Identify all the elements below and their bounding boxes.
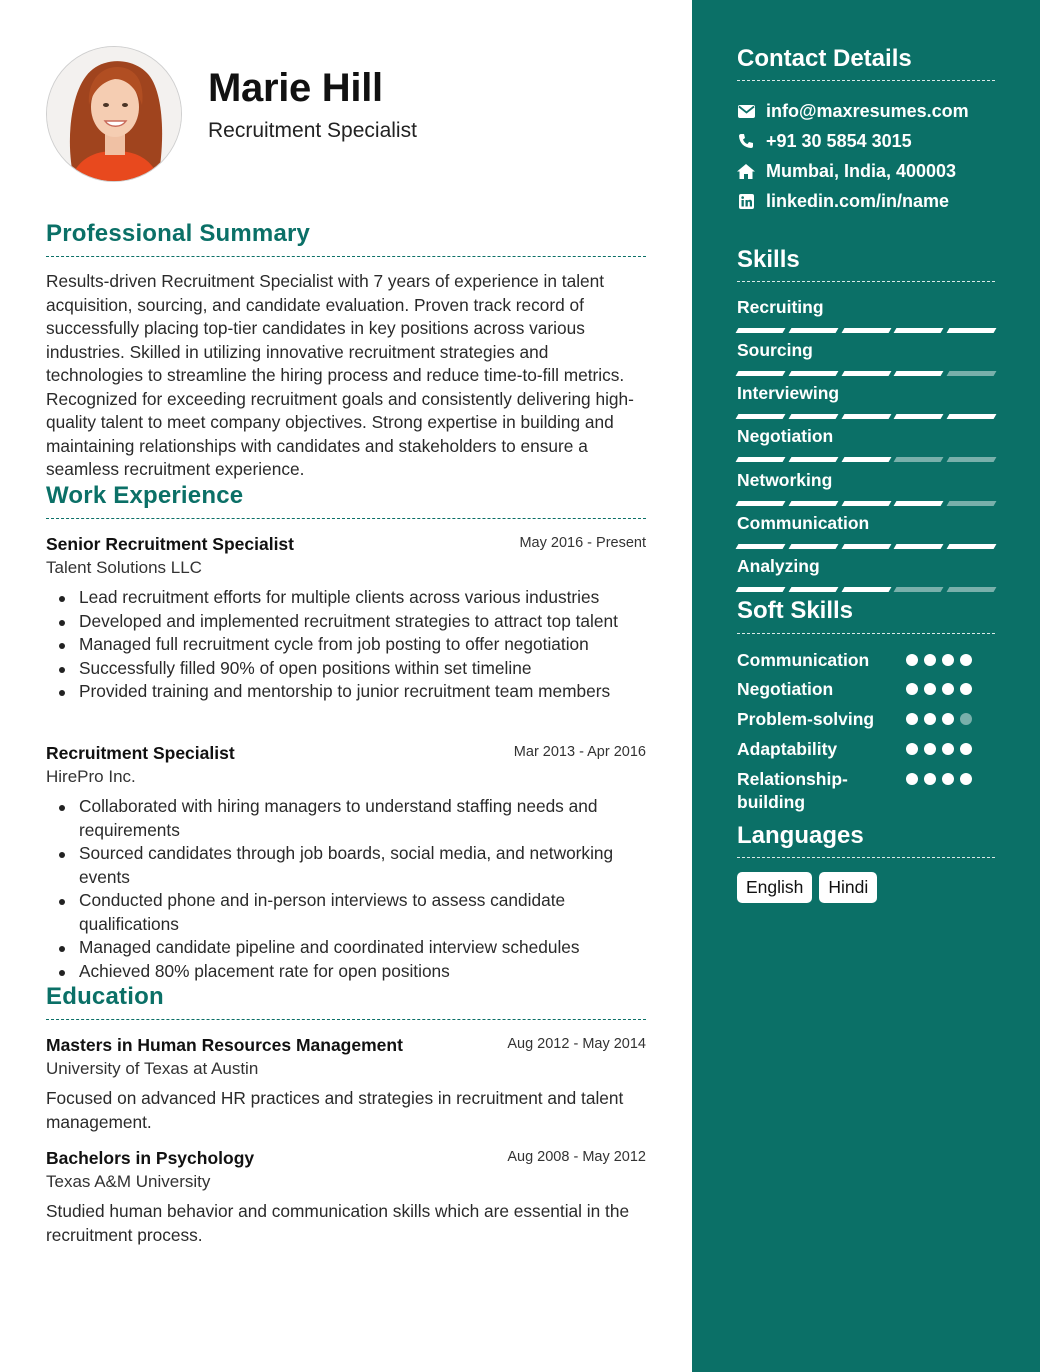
job-bullet: Conducted phone and in-person interviews to assess candidate qualifications xyxy=(46,889,646,936)
skill-label: Networking xyxy=(737,470,833,490)
rating-dot xyxy=(924,654,936,666)
summary-heading: Professional Summary xyxy=(46,220,311,247)
skill-segment xyxy=(736,328,786,333)
soft-skill-rating xyxy=(906,713,972,725)
skill-segment xyxy=(736,457,786,462)
job-bullet: Developed and implemented recruitment strategies to attract top talent xyxy=(46,610,646,634)
envelope-icon xyxy=(737,102,755,120)
skills-heading: Skills xyxy=(737,246,800,273)
education-date: Aug 2008 - May 2012 xyxy=(507,1149,646,1165)
soft-skill-label: Communication xyxy=(737,650,870,670)
linkedin-icon xyxy=(737,192,755,210)
contact-email[interactable] xyxy=(737,99,969,123)
skill-segment xyxy=(947,371,997,376)
skill-item xyxy=(737,340,995,376)
skill-segment xyxy=(947,587,997,592)
skill-segment xyxy=(894,501,944,506)
job-bullet: Lead recruitment efforts for multiple clients across various industries xyxy=(46,586,646,610)
skill-segment xyxy=(894,457,944,462)
skill-segment xyxy=(894,328,944,333)
skill-item xyxy=(737,556,995,592)
candidate-name: Marie Hill xyxy=(208,66,383,110)
job-date: Mar 2013 - Apr 2016 xyxy=(513,744,646,760)
skill-label: Communication xyxy=(737,513,870,533)
soft-skill-item xyxy=(737,738,997,761)
soft-skill-label: Relationship-building xyxy=(737,769,848,812)
skill-item xyxy=(737,470,995,506)
degree-title: Bachelors in Psychology xyxy=(46,1148,255,1168)
school-name: University of Texas at Austin xyxy=(46,1059,259,1078)
experience-divider xyxy=(46,518,646,519)
job-bullet: Managed full recruitment cycle from job posting to offer negotiation xyxy=(46,633,646,657)
rating-dot xyxy=(924,743,936,755)
rating-dot xyxy=(924,683,936,695)
rating-dot xyxy=(960,683,972,695)
education-entry xyxy=(46,1148,646,1247)
skill-segment xyxy=(947,328,997,333)
education-description: Studied human behavior and communication skills which are essential in the recruitment process. xyxy=(46,1201,630,1245)
soft-skill-item xyxy=(737,708,997,731)
job-title: Recruitment Specialist xyxy=(46,743,235,763)
rating-dot xyxy=(906,683,918,695)
skill-rating xyxy=(737,544,995,549)
job-title: Senior Recruitment Specialist xyxy=(46,534,294,554)
soft-skill-rating xyxy=(906,654,972,666)
job-entry xyxy=(46,743,646,983)
home-icon xyxy=(737,162,755,180)
skill-segment xyxy=(947,457,997,462)
contact-phone[interactable] xyxy=(737,129,912,153)
skill-segment xyxy=(841,544,891,549)
soft-skill-item xyxy=(737,768,997,814)
rating-dot xyxy=(960,773,972,785)
skill-segment xyxy=(788,457,838,462)
rating-dot xyxy=(924,773,936,785)
experience-heading: Work Experience xyxy=(46,482,244,509)
contact-heading: Contact Details xyxy=(737,45,912,72)
rating-dot xyxy=(906,773,918,785)
soft-skill-rating xyxy=(906,743,972,755)
skill-label: Sourcing xyxy=(737,340,813,360)
skill-label: Recruiting xyxy=(737,297,824,317)
skills-divider xyxy=(737,281,995,282)
language-tag: Hindi xyxy=(819,872,877,903)
rating-dot xyxy=(942,773,954,785)
skill-segment xyxy=(736,544,786,549)
soft-skill-rating xyxy=(906,683,972,695)
skill-segment xyxy=(788,587,838,592)
contact-divider xyxy=(737,80,995,81)
skill-segment xyxy=(894,371,944,376)
job-date: May 2016 - Present xyxy=(519,535,646,551)
skill-label: Interviewing xyxy=(737,383,840,403)
skill-segment xyxy=(736,414,786,419)
skill-item xyxy=(737,513,995,549)
rating-dot xyxy=(924,713,936,725)
candidate-role: Recruitment Specialist xyxy=(208,119,417,142)
rating-dot xyxy=(942,713,954,725)
skill-segment xyxy=(841,414,891,419)
job-bullet: Successfully filled 90% of open positions within set timeline xyxy=(46,657,646,681)
job-bullets xyxy=(46,586,646,704)
skill-segment xyxy=(947,501,997,506)
job-bullets xyxy=(46,795,646,983)
skill-item xyxy=(737,297,995,333)
education-entry xyxy=(46,1035,646,1134)
profile-photo xyxy=(46,46,182,182)
job-bullet: Collaborated with hiring managers to understand staffing needs and requirements xyxy=(46,795,646,842)
job-bullet: Achieved 80% placement rate for open positions xyxy=(46,960,646,984)
soft-skill-label: Negotiation xyxy=(737,679,834,699)
sidebar xyxy=(692,0,1040,1372)
skill-label: Negotiation xyxy=(737,426,834,446)
job-company: Talent Solutions LLC xyxy=(46,558,202,577)
skill-segment xyxy=(841,457,891,462)
job-company: HirePro Inc. xyxy=(46,767,136,786)
soft-skill-rating xyxy=(906,773,972,785)
skill-rating xyxy=(737,587,995,592)
contact-address-text: Mumbai, India, 400003 xyxy=(766,160,957,181)
languages-divider xyxy=(737,857,995,858)
skill-segment xyxy=(841,587,891,592)
rating-dot xyxy=(942,683,954,695)
skill-item xyxy=(737,426,995,462)
soft-skills-divider xyxy=(737,633,995,634)
contact-phone-text: +91 30 5854 3015 xyxy=(766,130,912,151)
skill-segment xyxy=(841,371,891,376)
job-entry xyxy=(46,534,646,704)
skill-segment xyxy=(841,328,891,333)
skill-segment xyxy=(947,414,997,419)
education-divider xyxy=(46,1019,646,1020)
language-tag: English xyxy=(737,872,812,903)
skill-segment xyxy=(894,544,944,549)
rating-dot xyxy=(906,743,918,755)
skill-segment xyxy=(736,587,786,592)
skill-label: Analyzing xyxy=(737,556,820,576)
summary-divider xyxy=(46,256,646,257)
school-name: Texas A&M University xyxy=(46,1172,211,1191)
skill-segment xyxy=(788,371,838,376)
skill-rating xyxy=(737,501,995,506)
soft-skill-label: Adaptability xyxy=(737,739,838,759)
contact-email-text: info@maxresumes.com xyxy=(766,100,969,121)
soft-skill-item xyxy=(737,678,997,701)
phone-icon xyxy=(737,132,755,150)
soft-skill-label: Problem-solving xyxy=(737,709,875,729)
contact-linkedin-text: linkedin.com/in/name xyxy=(766,190,950,211)
languages-heading: Languages xyxy=(737,822,864,849)
contact-linkedin[interactable] xyxy=(737,189,949,213)
education-heading: Education xyxy=(46,983,164,1010)
soft-skill-item xyxy=(737,649,997,672)
skill-rating xyxy=(737,414,995,419)
skill-segment xyxy=(894,587,944,592)
rating-dot xyxy=(942,654,954,666)
skill-segment xyxy=(788,414,838,419)
skill-item xyxy=(737,383,995,419)
skill-segment xyxy=(788,544,838,549)
skill-segment xyxy=(736,371,786,376)
skill-segment xyxy=(736,501,786,506)
rating-dot xyxy=(960,743,972,755)
job-bullet: Sourced candidates through job boards, social media, and networking events xyxy=(46,842,646,889)
language-tags xyxy=(737,872,877,903)
skill-segment xyxy=(788,328,838,333)
skill-rating xyxy=(737,328,995,333)
soft-skills-heading: Soft Skills xyxy=(737,597,854,624)
skill-segment xyxy=(788,501,838,506)
job-bullet: Provided training and mentorship to junior recruitment team members xyxy=(46,680,646,704)
rating-dot xyxy=(960,713,972,725)
education-description: Focused on advanced HR practices and strategies in recruitment and talent management. xyxy=(46,1088,624,1132)
skill-rating xyxy=(737,457,995,462)
education-date: Aug 2012 - May 2014 xyxy=(507,1036,646,1052)
rating-dot xyxy=(960,654,972,666)
skill-segment xyxy=(894,414,944,419)
skill-segment xyxy=(947,544,997,549)
skill-rating xyxy=(737,371,995,376)
rating-dot xyxy=(906,654,918,666)
skill-segment xyxy=(841,501,891,506)
rating-dot xyxy=(906,713,918,725)
contact-address xyxy=(737,159,956,183)
degree-title: Masters in Human Resources Management xyxy=(46,1035,403,1055)
summary-text: Results-driven Recruitment Specialist with 7 years of experience in talent acquisition, sourcing, and candidate evaluation. Proven track record of successfully placing top-tier candidates in key positions across various industries. Skilled in utilizing innovative recruitment strategies and technologies to streamline the hiring process and reduce time-to-fill metrics. Recognized for exceeding recruitment goals and consistently delivering high-quality talent to meet company objectives. Strong expertise in building and maintaining relationships with candidates and stakeholders to ensure a seamless recruitment experience. xyxy=(46,271,634,479)
rating-dot xyxy=(942,743,954,755)
job-bullet: Managed candidate pipeline and coordinated interview schedules xyxy=(46,936,646,960)
